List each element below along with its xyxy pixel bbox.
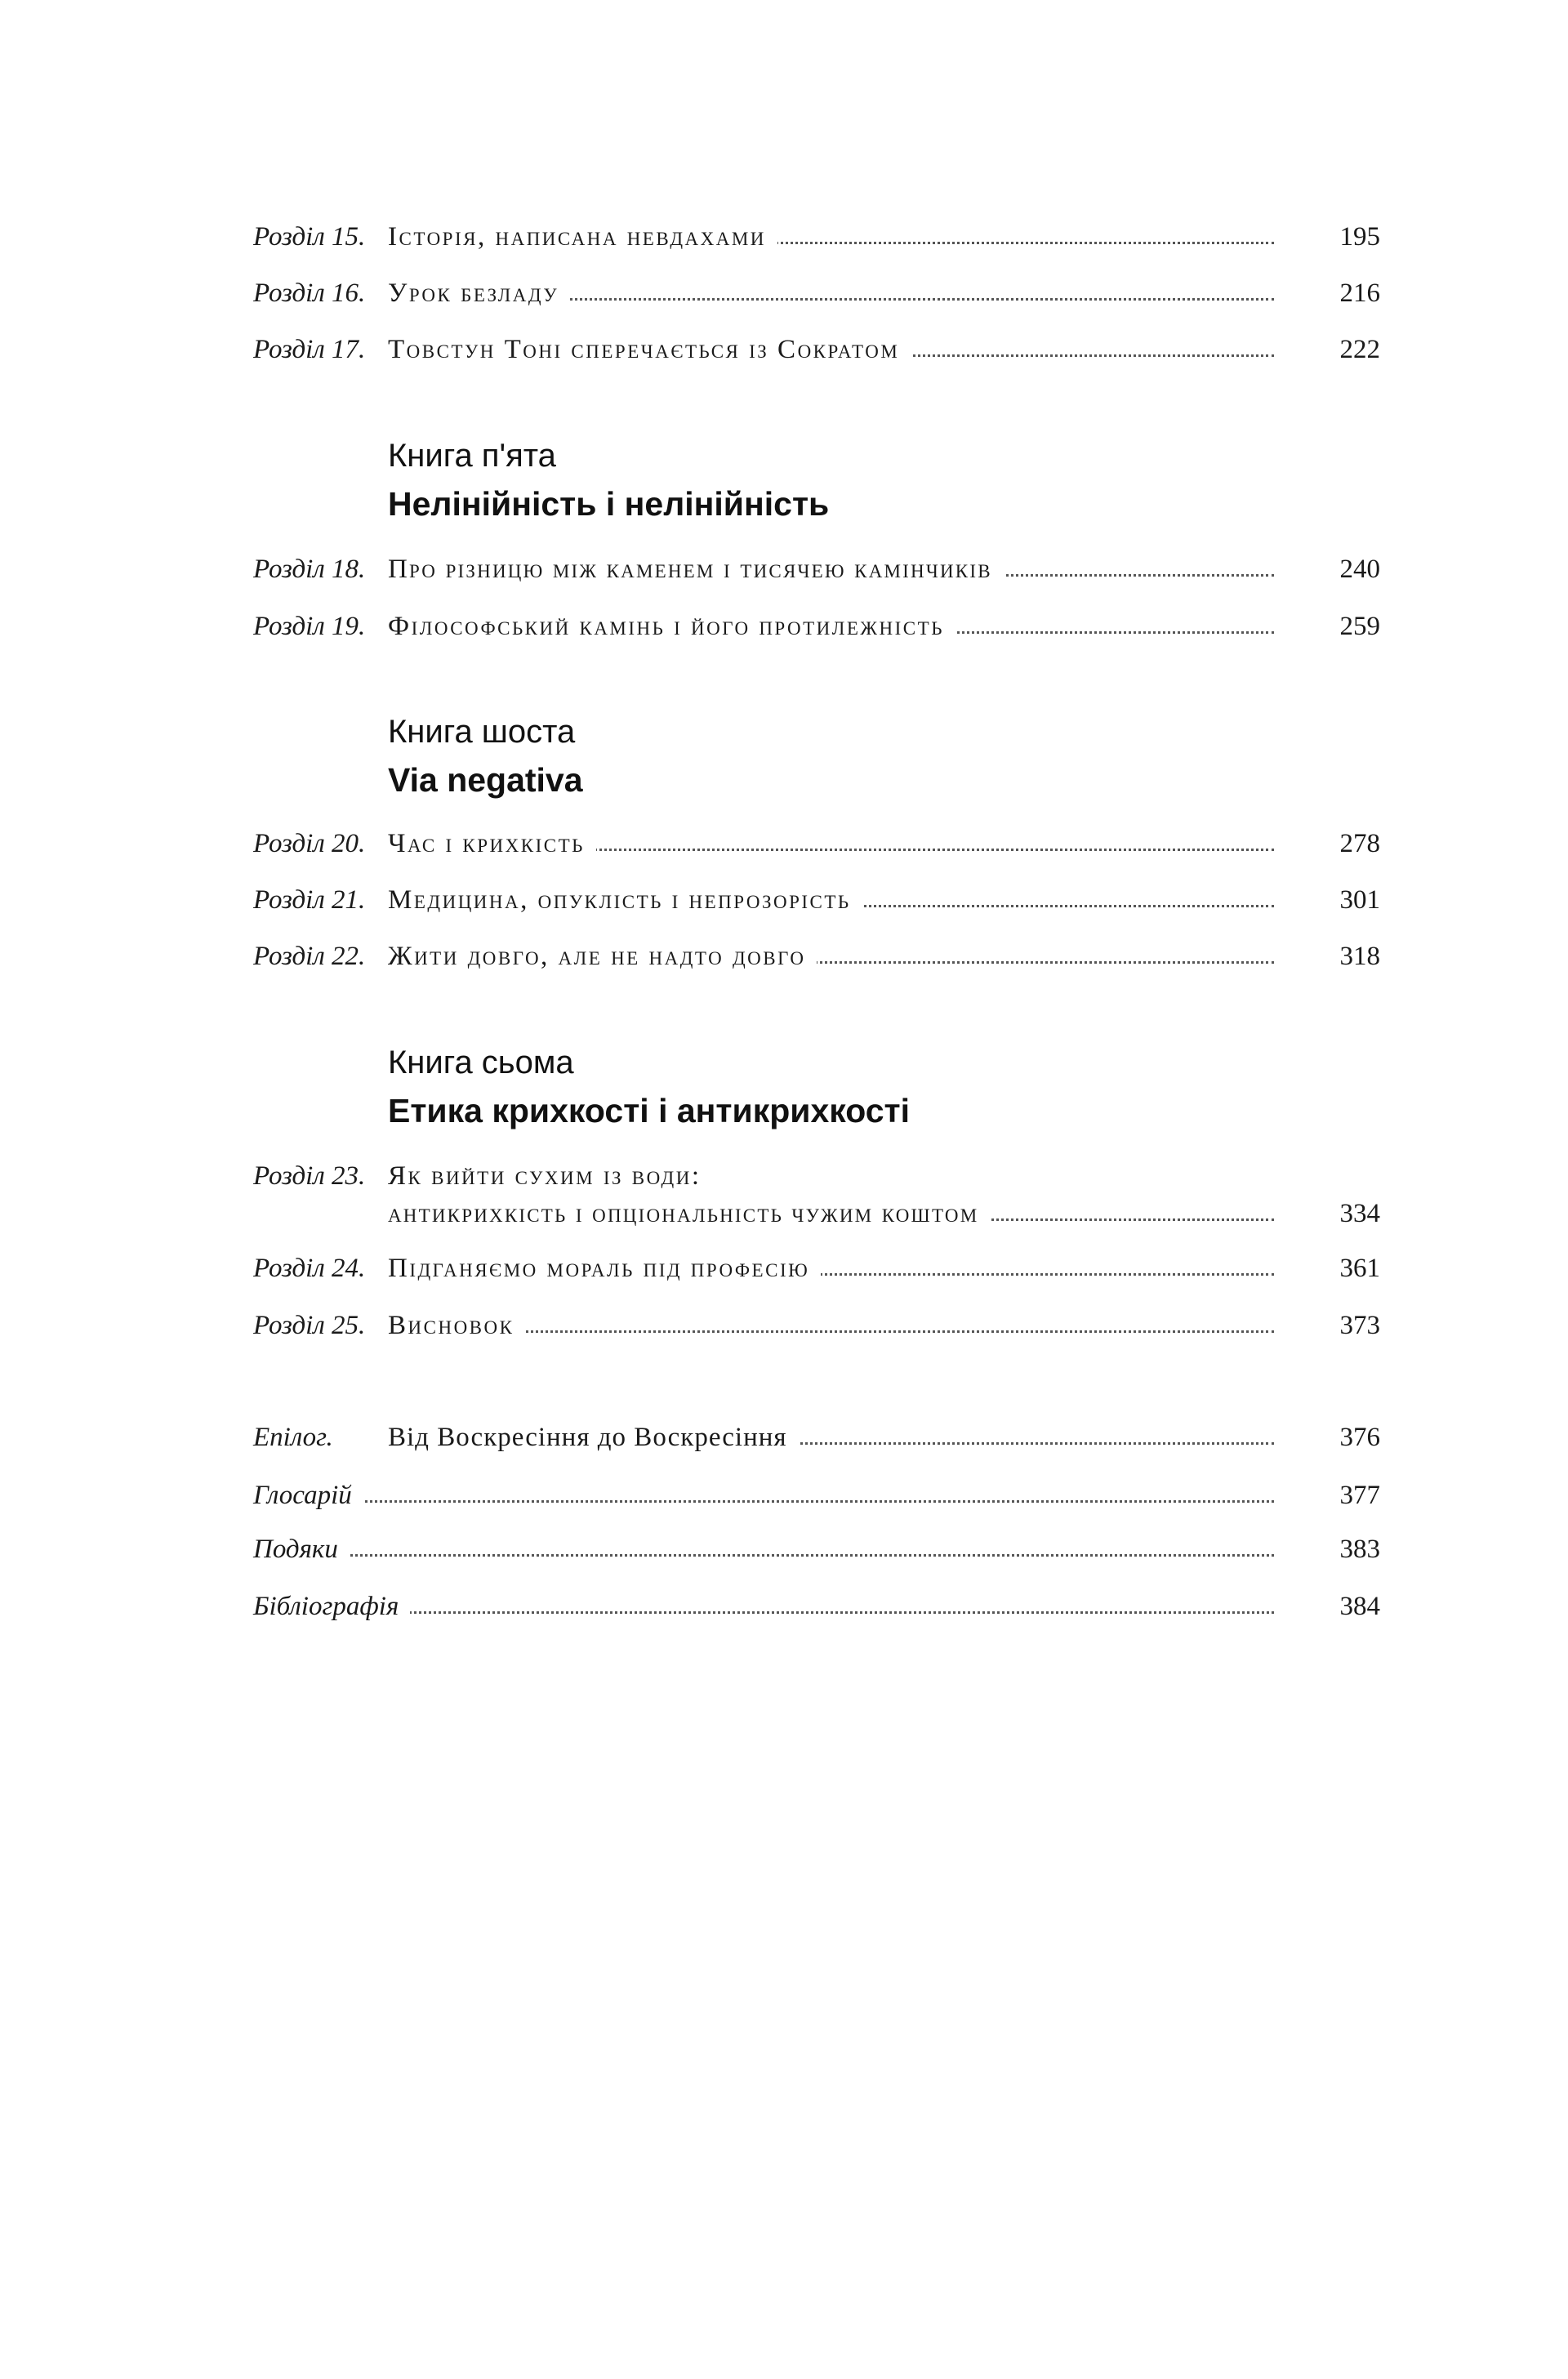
chapter-number: Розділ 19. [253,612,366,641]
chapter-title: Історія, написана невдахами [388,216,777,257]
page-number: 195 [1339,222,1380,252]
book-heading-7 [388,1040,910,1136]
book-name: Via negativa [388,761,583,799]
chapter-number: Розділ 16. [253,278,366,308]
page-number: 222 [1339,335,1380,364]
section-label: Глосарій [253,1475,363,1516]
page-number: 240 [1339,555,1380,584]
chapter-number: Розділ 17. [253,335,366,364]
section-label: Епілог. [253,1423,333,1452]
chapter-number: Розділ 24. [253,1254,366,1283]
page-number: 278 [1339,829,1380,858]
toc-entry-chapter-25[interactable] [253,1305,1380,1346]
chapter-title: Філософський камінь і його протилежність [388,606,956,647]
toc-entry-chapter-22[interactable] [253,936,1380,977]
page-number: 216 [1339,278,1380,308]
book-heading-6 [388,709,583,805]
toc-entry-chapter-19[interactable] [253,606,1380,647]
toc-entry-chapter-23-line1[interactable] [253,1156,1380,1196]
toc-entry-chapter-16[interactable] [253,273,1380,314]
toc-entry-chapter-24[interactable] [253,1248,1380,1289]
toc-entry-chapter-18[interactable] [253,549,1380,590]
toc-entry-chapter-20[interactable] [253,823,1380,864]
chapter-number: Розділ 21. [253,885,366,915]
chapter-title-line1: Як вийти сухим із води: [388,1156,713,1196]
toc-entry-chapter-23[interactable] [253,1193,1380,1234]
book-name: Нелінійність і нелінійність [388,485,830,523]
toc-entry-epilogue[interactable] [253,1417,1380,1458]
chapter-number: Розділ 22. [253,942,366,971]
page-number: 383 [1339,1535,1380,1564]
page-number: 384 [1339,1592,1380,1621]
page-number: 318 [1339,942,1380,971]
book-heading-5 [388,433,829,529]
chapter-title: Урок безладу [388,273,570,314]
section-label: Бібліографія [253,1586,410,1627]
book-label: Книга п'ята [388,438,556,474]
book-name: Етика крихкості і антикрихкості [388,1092,911,1129]
page-number: 361 [1339,1254,1380,1283]
page-number: 373 [1339,1311,1380,1340]
toc-entry-acknowledgements[interactable] [253,1529,1380,1570]
chapter-title: Час і крихкість [388,823,596,864]
toc-entry-chapter-15[interactable] [253,216,1380,257]
book-label: Книга шоста [388,714,576,750]
book-label: Книга сьома [388,1045,574,1080]
section-title: Від Воскресіння до Воскресіння [388,1417,799,1458]
page-number: 377 [1339,1481,1380,1510]
toc-entry-glossary[interactable] [253,1475,1380,1516]
chapter-number: Розділ 15. [253,222,366,252]
chapter-title-line2: антикрихкість і опціональність чужим коштом [388,1193,990,1234]
toc-entry-chapter-17[interactable] [253,329,1380,370]
page-number: 376 [1339,1423,1380,1452]
chapter-number: Розділ 25. [253,1311,366,1340]
chapter-title: Медицина, опуклість і непрозорість [388,880,862,920]
page-number: 259 [1339,612,1380,641]
page-number: 334 [1339,1199,1380,1228]
chapter-number: Розділ 18. [253,555,366,584]
dot-leader [253,1500,1274,1503]
toc-entry-bibliography[interactable] [253,1586,1380,1627]
toc-entry-chapter-21[interactable] [253,880,1380,920]
chapter-title: Товстун Тоні сперечається із Сократом [388,329,911,370]
section-label: Подяки [253,1529,350,1570]
chapter-title: Про різницю між каменем і тисячею камінчиків [388,549,1004,590]
chapter-number: Розділ 20. [253,829,366,858]
chapter-title: Жити довго, але не надто довго [388,936,817,977]
page-number: 301 [1339,885,1380,915]
chapter-title: Підганяємо мораль під професію [388,1248,821,1289]
chapter-number: Розділ 23. [253,1161,366,1191]
dot-leader [253,1554,1274,1557]
chapter-title: Висновок [388,1305,525,1346]
